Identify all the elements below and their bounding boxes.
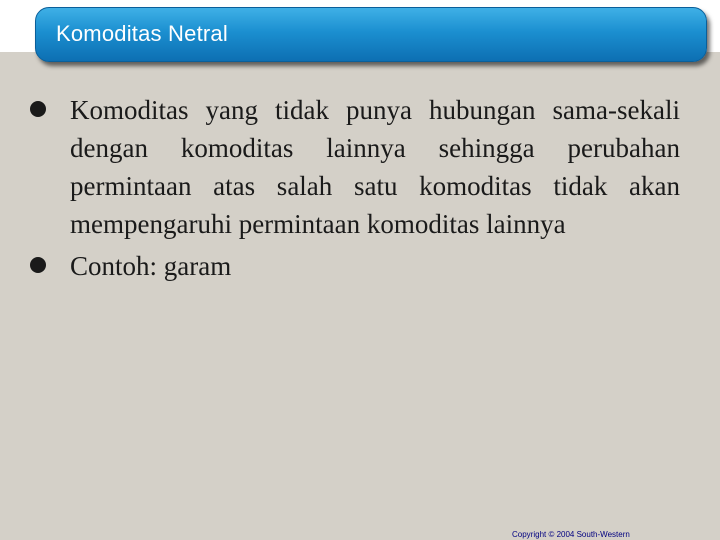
bullet-icon (30, 101, 46, 117)
slide-title: Komoditas Netral (56, 21, 228, 46)
bullet-list (30, 91, 680, 285)
bullet-item (30, 91, 680, 243)
copyright-notice: Copyright © 2004 South-Western (512, 530, 630, 539)
bullet-item (30, 247, 680, 285)
bullet-icon (30, 257, 46, 273)
bullet-text: Contoh: garam (70, 251, 232, 281)
bullet-text: Komoditas yang tidak punya hubungan sama-sekali dengan komoditas lainnya sehingga perubahan permintaan atas salah satu komoditas tidak akan mempengaruhi permintaan komoditas lainnya (70, 95, 680, 239)
title-bar (35, 7, 707, 62)
